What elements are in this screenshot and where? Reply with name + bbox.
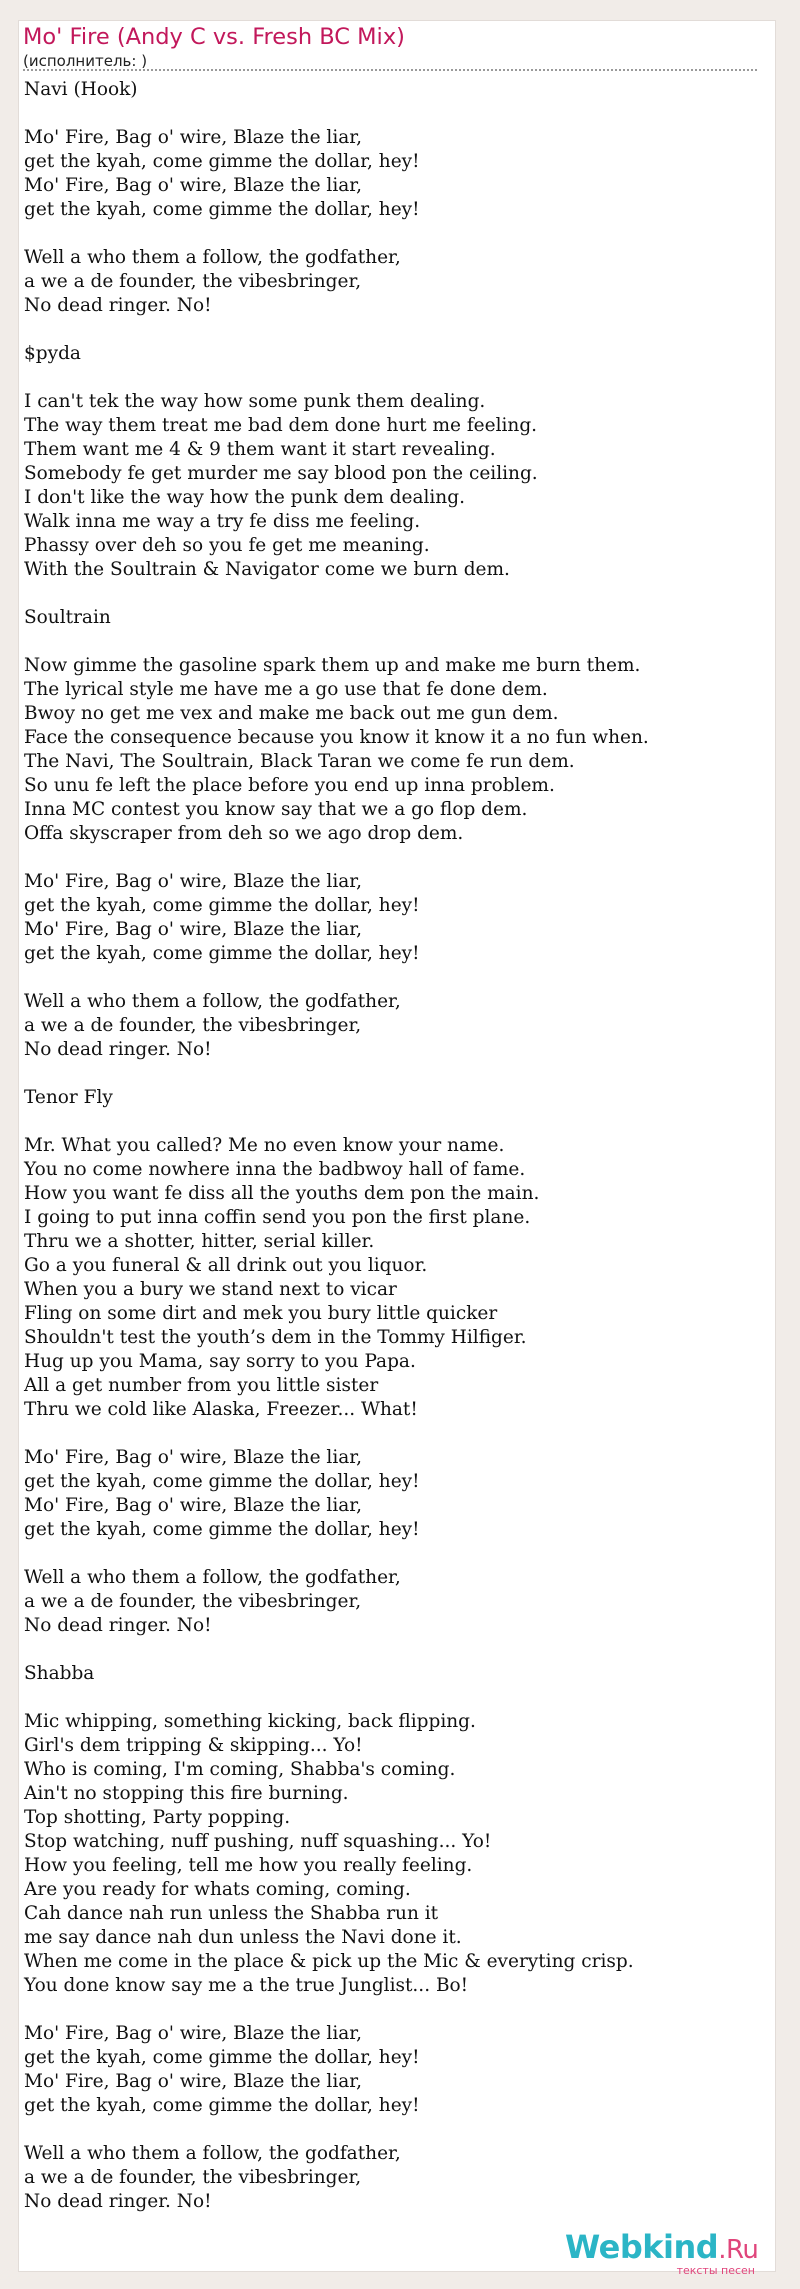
lyric-line [24,1422,744,1446]
song-header [23,22,741,70]
lyric-line: I going to put inna coffin send you pon the first plane. [24,1207,531,1228]
lyric-line: All a get number from you little sister [24,1375,379,1396]
lyric-line: The way them treat me bad dem done hurt me feeling. [24,415,538,436]
lyric-line: How you feeling, tell me how you really feeling. [24,1855,473,1876]
lyric-line: Tenor Fly [24,1087,113,1108]
lyric-line: Cah dance nah run unless the Shabba run it [24,1903,439,1924]
lyric-line: Well a who them a follow, the godfather, [24,1567,401,1588]
lyric-line: Stop watching, nuff pushing, nuff squashing... Yo! [24,1831,492,1852]
lyric-line: You done know say me a the true Junglist... Bo! [24,1975,469,1996]
lyric-line: I can't tek the way how some punk them dealing. [24,391,486,412]
lyric-line: get the kyah, come gimme the dollar, hey! [24,2047,420,2068]
lyric-line: Ain't no stopping this fire burning. [24,1783,349,1804]
lyric-line [24,1686,744,1710]
logo-tld: .Ru [718,2235,759,2265]
lyric-line: Mo' Fire, Bag o' wire, Blaze the liar, [24,871,362,892]
lyric-line: a we a de founder, the vibesbringer, [24,2167,362,2188]
lyric-line: Hug up you Mama, say sorry to you Papa. [24,1351,416,1372]
lyric-line: Face the consequence because you know it know it a no fun when. [24,727,649,748]
lyric-line [24,582,744,606]
lyric-line: Thru we a shotter, hitter, serial killer. [24,1231,375,1252]
lyric-line: get the kyah, come gimme the dollar, hey! [24,943,420,964]
lyric-line: When you a bury we stand next to vicar [24,1279,397,1300]
lyric-line: get the kyah, come gimme the dollar, hey! [24,1519,420,1540]
lyric-line [24,630,744,654]
lyrics-body [24,78,744,2214]
lyric-line: No dead ringer. No! [24,1039,212,1060]
logo-wordmark [565,2230,775,2267]
lyric-line: The Navi, The Soultrain, Black Taran we come fe run dem. [24,751,575,772]
lyric-line: get the kyah, come gimme the dollar, hey! [24,2095,420,2116]
lyric-line [24,2118,744,2142]
lyric-line: Mo' Fire, Bag o' wire, Blaze the liar, [24,127,362,148]
lyric-line: Mo' Fire, Bag o' wire, Blaze the liar, [24,2023,362,2044]
lyric-line: Mo' Fire, Bag o' wire, Blaze the liar, [24,1447,362,1468]
lyric-line: No dead ringer. No! [24,295,212,316]
lyric-line: Somebody fe get murder me say blood pon the ceiling. [24,463,538,484]
logo-name: Webkind [565,2228,719,2266]
lyric-line: get the kyah, come gimme the dollar, hey! [24,895,420,916]
lyric-line: The lyrical style me have me a go use that fe done dem. [24,679,548,700]
lyric-line: Well a who them a follow, the godfather, [24,991,401,1012]
logo-tagline: тексты песен [676,2264,755,2277]
lyric-line: No dead ringer. No! [24,2191,212,2212]
lyric-line: Top shotting, Party popping. [24,1807,291,1828]
lyric-line [24,222,744,246]
lyric-line: Well a who them a follow, the godfather, [24,247,401,268]
lyric-line: Mic whipping, something kicking, back flipping. [24,1711,476,1732]
lyric-line: Mo' Fire, Bag o' wire, Blaze the liar, [24,1495,362,1516]
webkind-logo[interactable] [565,2230,775,2285]
lyric-line: Now gimme the gasoline spark them up and make me burn them. [24,655,641,676]
lyric-line [24,1542,744,1566]
lyric-line: Bwoy no get me vex and make me back out me gun dem. [24,703,559,724]
lyric-line: get the kyah, come gimme the dollar, hey! [24,1471,420,1492]
lyric-line: Mo' Fire, Bag o' wire, Blaze the liar, [24,175,362,196]
lyric-line [24,966,744,990]
lyric-line: Offa skyscraper from deh so we ago drop dem. [24,823,464,844]
lyric-line: Phassy over deh so you fe get me meaning. [24,535,430,556]
lyric-line: I don't like the way how the punk dem dealing. [24,487,465,508]
lyric-line: When me come in the place & pick up the Mic & everyting crisp. [24,1951,634,1972]
lyric-line [24,318,744,342]
lyric-line: Inna MC contest you know say that we a go flop dem. [24,799,528,820]
lyric-line: Mo' Fire, Bag o' wire, Blaze the liar, [24,919,362,940]
lyric-line: get the kyah, come gimme the dollar, hey! [24,151,420,172]
lyric-line: $pyda [24,343,81,364]
lyric-line: Girl's dem tripping & skipping... Yo! [24,1735,363,1756]
lyric-line: How you want fe diss all the youths dem pon the main. [24,1183,540,1204]
dotted-divider [23,69,757,71]
lyric-line [24,1110,744,1134]
lyric-line: a we a de founder, the vibesbringer, [24,1591,362,1612]
lyric-line: Well a who them a follow, the godfather, [24,2143,401,2164]
lyric-line [24,1638,744,1662]
lyric-line [24,366,744,390]
lyric-line: Are you ready for whats coming, coming. [24,1879,411,1900]
lyric-line: get the kyah, come gimme the dollar, hey! [24,199,420,220]
lyric-line [24,102,744,126]
lyric-line: With the Soultrain & Navigator come we burn dem. [24,559,510,580]
lyric-line: No dead ringer. No! [24,1615,212,1636]
lyric-line: me say dance nah dun unless the Navi done it. [24,1927,462,1948]
lyric-line: Thru we cold like Alaska, Freezer... What! [24,1399,418,1420]
lyric-line [24,1998,744,2022]
lyric-line: Walk inna me way a try fe diss me feeling. [24,511,421,532]
lyric-line: Them want me 4 & 9 them want it start revealing. [24,439,496,460]
lyric-line: Go a you funeral & all drink out you liquor. [24,1255,428,1276]
lyric-line: a we a de founder, the vibesbringer, [24,1015,362,1036]
lyric-line [24,846,744,870]
lyric-line: So unu fe left the place before you end up inna problem. [24,775,555,796]
song-title: Mo' Fire (Andy C vs. Fresh BC Mix) [23,24,405,50]
lyric-line: Shabba [24,1663,95,1684]
lyric-line: Mr. What you called? Me no even know your name. [24,1135,505,1156]
lyric-line: Mo' Fire, Bag o' wire, Blaze the liar, [24,2071,362,2092]
lyric-line: Fling on some dirt and mek you bury little quicker [24,1303,498,1324]
lyric-line: You no come nowhere inna the badbwoy hall of fame. [24,1159,526,1180]
artist-line: (исполнитель: ) [23,52,148,70]
lyric-line [24,1062,744,1086]
lyric-line: Soultrain [24,607,111,628]
lyric-line: a we a de founder, the vibesbringer, [24,271,362,292]
lyric-line: Who is coming, I'm coming, Shabba's coming. [24,1759,456,1780]
lyric-line: Shouldn't test the youth’s dem in the Tommy Hilfiger. [24,1327,527,1348]
lyric-line: Navi (Hook) [24,79,138,100]
